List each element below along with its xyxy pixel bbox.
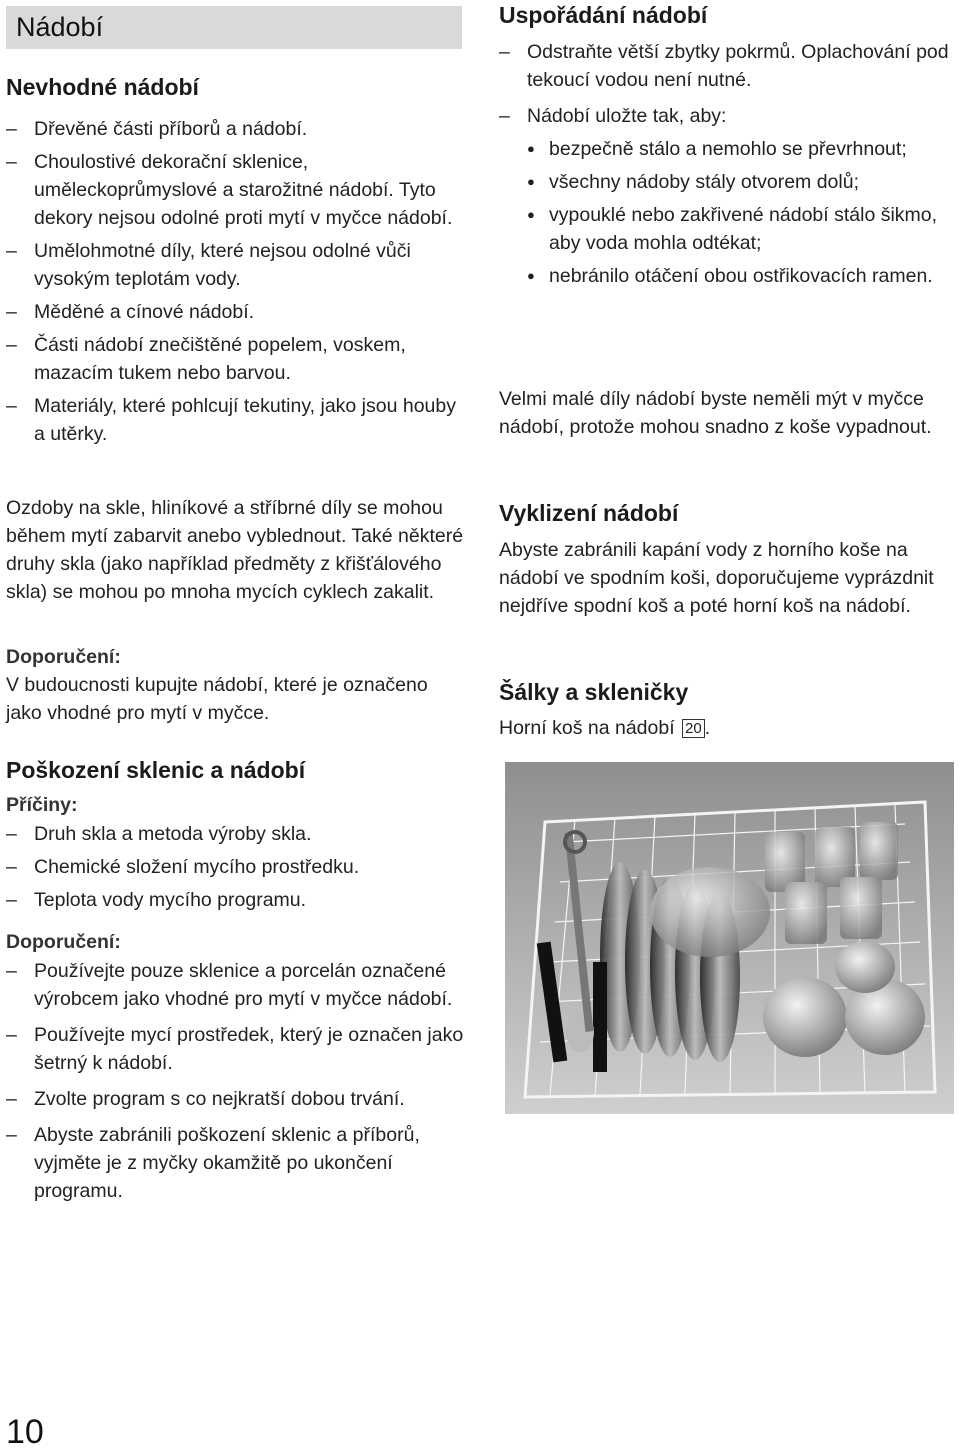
list-item: – Materiály, které pohlcují tekutiny, jako jsou houby a utěrky. (6, 392, 466, 448)
recommend-text: V budoucnosti kupujte nádobí, které je označeno jako vhodné pro mytí v myčce. (6, 674, 428, 724)
list-item (499, 102, 954, 290)
recommend-label: Doporučení: (6, 931, 121, 953)
recommend-label: Doporučení: (6, 646, 121, 668)
list-item: – Používejte mycí prostředek, který je označen jako šetrný k nádobí. (6, 1021, 466, 1077)
list-item: – Používejte pouze sklenice a porcelán označené výrobcem jako vhodné pro mytí v myčce nádobí. (6, 957, 466, 1013)
page-number: 10 (6, 1413, 44, 1451)
list-item: – Chemické složení mycího prostředku. (6, 853, 466, 881)
list-item: – Druh skla a metoda výroby skla. (6, 820, 466, 848)
bullet-list (527, 135, 954, 290)
heading-arrange: Uspořádání nádobí (499, 2, 708, 28)
heading-cups: Šálky a skleničky (499, 679, 689, 705)
arrange-paragraph: Velmi malé díly nádobí byste neměli mýt v myčce nádobí, protože mohou snadno z koše vypadnout. (499, 388, 932, 438)
list-item: – Části nádobí znečištěné popelem, voskem, mazacím tukem nebo barvou. (6, 331, 466, 387)
list-item: – Měděné a cínové nádobí. (6, 298, 466, 326)
cups-text-end: . (704, 717, 711, 739)
cups-text-label: Horní koš na nádobí (499, 717, 675, 739)
bullet-item: ● nebránilo otáčení obou ostřikovacích ramen. (527, 262, 954, 290)
list-item: – Odstraňte větší zbytky pokrmů. Oplachování pod tekoucí vodou není nutné. (499, 38, 954, 94)
bullet-item: ● bezpečně stálo a nemohlo se převrhnout; (527, 135, 954, 163)
unsuitable-list (6, 115, 466, 453)
bullet-item: ● vypouklé nebo zakřivené nádobí stálo šikmo, aby voda mohla odtékat; (527, 201, 954, 257)
list-item: – Dřevěné části příborů a nádobí. (6, 115, 466, 143)
causes-label: Příčiny: (6, 794, 78, 816)
unload-paragraph: Abyste zabránili kapání vody z horního koše na nádobí ve spodním koši, doporučujeme vyprázdnit nejdříve spodní koš a poté horní koš na nádobí. (499, 539, 934, 617)
list-item-text: Nádobí uložte tak, aby: (527, 105, 727, 127)
list-item: – Choulostivé dekorační sklenice, uměleckoprůmyslové a starožitné nádobí. Tyto dekory nejsou odolné proti mytí v myčce nádobí. (6, 148, 466, 232)
cups-text (499, 714, 710, 742)
heading-unload: Vyklizení nádobí (499, 500, 679, 526)
list-item: – Teplota vody mycího programu. (6, 886, 466, 914)
causes-list (6, 820, 466, 919)
heading-damage: Poškození sklenic a nádobí (6, 757, 306, 783)
bowl (650, 867, 770, 957)
unsuitable-paragraph: Ozdoby na skle, hliníkové a stříbrné díly se mohou během mytí zabarvit anebo vyblednout. Také některé druhy skla (jako například předměty z křišťálového skla) se mohou po mnoha mycích cyklech zakalit. (6, 497, 464, 603)
heading-unsuitable: Nevhodné nádobí (6, 74, 199, 100)
list-item: – Zvolte program s co nejkratší dobou trvání. (6, 1085, 466, 1113)
upper-basket-illustration (505, 762, 954, 1114)
arrange-list (499, 38, 954, 295)
chapter-title: Nádobí (6, 6, 462, 49)
figure-reference-badge: 20 (682, 719, 705, 738)
list-item: – Umělohmotné díly, které nejsou odolné vůči vysokým teplotám vody. (6, 237, 466, 293)
list-item: – Abyste zabránili poškození sklenic a příborů, vyjměte je z myčky okamžitě po ukončení programu. (6, 1121, 466, 1205)
bullet-item: ● všechny nádoby stály otvorem dolů; (527, 168, 954, 196)
recommend-list (6, 957, 466, 1210)
